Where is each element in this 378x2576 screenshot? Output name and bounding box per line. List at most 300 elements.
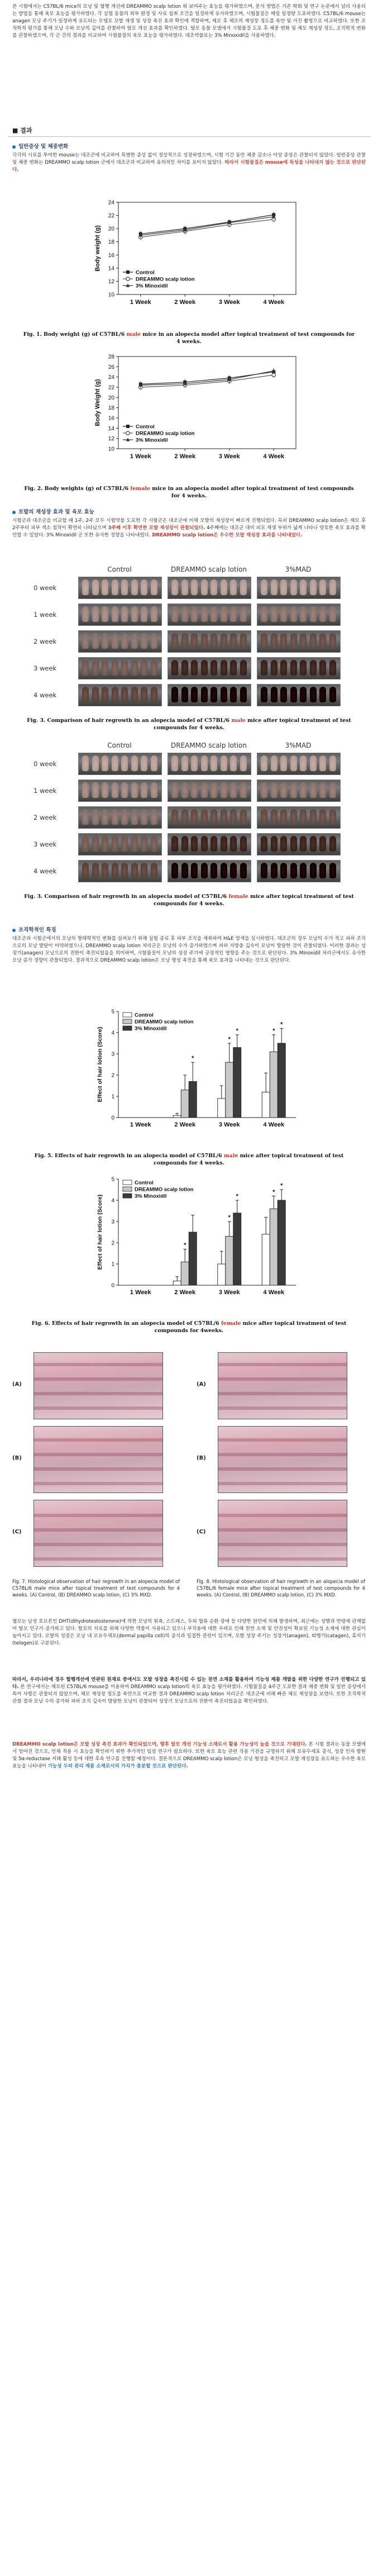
mouse-figure <box>261 660 267 676</box>
mouse-photo <box>168 780 251 802</box>
bar <box>218 1099 226 1118</box>
grid-column-header: DREAMMO scalp lotion <box>171 742 247 749</box>
grid-row-label: 4 week <box>34 867 57 875</box>
mouse-figure <box>181 755 188 771</box>
mouse-figure <box>171 606 178 622</box>
mouse-figure <box>329 863 336 878</box>
tissue-layer <box>34 1392 162 1395</box>
y-tick-label: 20 <box>108 226 114 232</box>
mouse-photo <box>78 657 162 679</box>
results-heading: ■ 결과 <box>12 127 32 134</box>
significance-mark: * <box>192 1055 194 1062</box>
legend-marker <box>126 270 130 274</box>
mouse-photo <box>78 833 162 856</box>
mouse-figure <box>92 579 99 595</box>
mouse-photo <box>168 806 251 829</box>
mouse-figure <box>131 863 138 878</box>
fig2-caption: Fig. 2. Body weights (g) of C57BL/6 female mice in an alopecia model after topical treatment of test compounds for 4 weeks. <box>24 486 354 500</box>
x-tick-label: 4 Week <box>263 1121 285 1128</box>
mouse-figure <box>181 606 188 622</box>
mouse-figure <box>112 606 118 622</box>
hair-score-chart-female <box>84 1173 307 1316</box>
mouse-figure <box>131 606 138 622</box>
mouse-photo <box>168 630 251 653</box>
mouse-figure <box>280 660 287 676</box>
mouse-figure <box>290 606 297 622</box>
mouse-figure <box>210 606 217 622</box>
mouse-figure <box>210 809 217 825</box>
legend-label: DREAMMO scalp lotion <box>135 1186 194 1193</box>
mouse-figure <box>280 755 287 771</box>
mouse-figure <box>240 836 247 852</box>
histo-paragraph: 대조군과 시험군에서의 모낭의 형태학적인 변화를 살펴보기 위해 실험 종료 후 피부 조직을 채취하여 H&E 염색을 실시하였다. 대조군의 경우 모낭의 수가 적고 피하 조직으로의 모낭 발달이 미약하였으나, DREAMMO scalp lotion 처리군은 모낭의 수가 증가하였으며 피하 지방층 깊숙이 모낭이 발달한 것이 관찰되었다. 이러한 결과는 성장기(anagen) 모낭으로의 전환이 촉진되었음을 의미하며, 시험물질이 모낭의 성장 주기에 긍정적인 영향을 주는 것으로 판단된다. 3% Minoxidil 처리군에서도 유사한 모낭 증가 경향이 관찰되었다. 결과적으로 DREAMMO scalp lotion은 모낭 형성 촉진을 통해 육모 효과를 나타내는 것으로 판단된다. <box>12 936 366 963</box>
y-tick-label: 20 <box>108 395 114 401</box>
mouse-figure <box>82 579 89 595</box>
bar <box>262 1234 270 1285</box>
y-tick-label: 24 <box>108 374 114 381</box>
tissue-layer <box>218 1557 347 1561</box>
mouse-photo <box>168 684 251 706</box>
mouse-figure <box>102 660 108 676</box>
mouse-photo <box>78 806 162 829</box>
mouse-figure <box>102 633 108 649</box>
mouse-figure <box>329 809 336 825</box>
mouse-figure <box>151 579 157 595</box>
mouse-photo <box>168 753 251 775</box>
mouse-figure <box>112 863 118 878</box>
mouse-figure <box>210 755 217 771</box>
mouse-figure <box>310 687 317 702</box>
fig5-caption: Fig. 5. Effects of hair regrowth in an alopecia model of C57BL/6 male mice after topical treatment of test compounds for 4 weeks. <box>34 1153 344 1167</box>
mouse-figure <box>171 782 178 798</box>
mouse-photo <box>168 833 251 856</box>
tissue-layer <box>34 1438 162 1442</box>
legend-swatch <box>123 1180 132 1185</box>
mouse-figure <box>261 579 267 595</box>
mouse-figure <box>230 606 237 622</box>
tissue-layer <box>218 1482 347 1485</box>
mouse-figure <box>102 782 108 798</box>
y-tick-label: 10 <box>108 446 114 453</box>
y-tick-label: 1 <box>111 1094 114 1100</box>
y-tick-label: 14 <box>108 425 114 432</box>
mouse-figure <box>141 836 147 852</box>
mouse-figure <box>131 633 138 649</box>
mouse-figure <box>261 606 267 622</box>
legend-marker <box>126 431 130 435</box>
mouse-figure <box>319 660 326 676</box>
mouse-figure <box>151 809 157 825</box>
mouse-figure <box>141 660 147 676</box>
legend-swatch <box>123 1026 132 1030</box>
mouse-figure <box>310 755 317 771</box>
mouse-figure <box>151 687 157 702</box>
mouse-figure <box>191 660 198 676</box>
mouse-figure <box>191 579 198 595</box>
mouse-figure <box>151 863 157 878</box>
bullet-icon <box>12 511 16 514</box>
mouse-figure <box>210 863 217 878</box>
mouse-figure <box>300 782 307 798</box>
mouse-figure <box>290 836 297 852</box>
mouse-figure <box>210 579 217 595</box>
mouse-figure <box>82 809 89 825</box>
weight-text-highlight: 따라서 시험물질은 mouse에 독성을 나타내지 않는 것으로 판단된다. <box>12 159 366 173</box>
mouse-figure <box>112 687 118 702</box>
mouse-figure <box>121 782 128 798</box>
y-tick-label: 5 <box>111 1009 114 1015</box>
bar <box>189 1232 197 1285</box>
weight-subheading-label: 일반증상 및 체중변화 <box>18 144 69 150</box>
mouse-figure <box>92 782 99 798</box>
mouse-photo <box>168 603 251 626</box>
y-tick-label: 28 <box>108 354 114 360</box>
tissue-layer <box>34 1467 162 1471</box>
mouse-figure <box>221 836 227 852</box>
mouse-figure <box>210 660 217 676</box>
tissue-layer <box>218 1406 347 1410</box>
mouse-photo <box>78 630 162 653</box>
legend-swatch <box>123 1013 132 1017</box>
tissue-layer <box>218 1453 347 1456</box>
mouse-figure <box>151 660 157 676</box>
mouse-figure <box>141 755 147 771</box>
mouse-figure <box>240 687 247 702</box>
tissue-layer <box>218 1438 347 1442</box>
grid-row-label: 1 week <box>34 611 57 619</box>
histology-label: (C) <box>12 1529 22 1535</box>
x-tick-label: 3 Week <box>218 299 240 306</box>
mouse-photo <box>78 860 162 882</box>
mouse-figure <box>221 606 227 622</box>
weight-paragraph <box>12 152 366 174</box>
mouse-figure <box>300 579 307 595</box>
hair-subheading <box>12 508 94 516</box>
intro-paragraph: 본 시험에서는 C57BL/6 mice의 모낭 및 혈행 개선에 DREAMMO scalp lotion 외 보여주는 효능을 평가하였으며, 분석 방법은 기존 학회 및 연구 논문에서 널리 사용되는 방법을 통해 육모 효능을 평가하였다. 각 실험 동물의 외부 환경 및 사료 섭취 조건을 일정하게 유지하였으며, 시험물질은 매일 일정량 도포하였다. C57BL/6 mouse는 anagen 모낭 주기가 일정하게 유도되는 모델로 모발 재생 및 성장 촉진 효과 확인에 적합하며, 제모 후 체모의 재성장 정도를 육안 및 사진 촬영으로 비교하였다. 또한 조직학적 평가를 통해 모낭 수와 모낭의 깊이를 관찰하여 탈모 개선 효과를 확인하였다. 탈모 동물 모델에서 시험물질 도포 후 체중 변화 및 체모 재성장 정도, 조직학적 변화를 관찰하였으며, 각 군 간의 결과를 비교하여 시험물질의 육모 효능을 평가하였다. 대조약물로는 3% Minoxidil을 사용하였다. <box>12 4 366 39</box>
legend-label: DREAMMO scalp lotion <box>136 430 195 437</box>
mouse-figure <box>261 687 267 702</box>
mouse-figure <box>191 836 198 852</box>
mouse-figure <box>102 809 108 825</box>
mouse-figure <box>102 863 108 878</box>
bar <box>226 1062 233 1118</box>
tissue-layer <box>218 1467 347 1471</box>
mouse-figure <box>82 660 89 676</box>
mouse-figure <box>221 782 227 798</box>
grid-row-label: 0 week <box>34 760 57 768</box>
section-divider <box>8 136 371 137</box>
mouse-figure <box>230 836 237 852</box>
bar <box>270 1209 277 1285</box>
mouse-figure <box>319 606 326 622</box>
mouse-figure <box>121 660 128 676</box>
hair-score-chart-male <box>84 1006 307 1148</box>
mouse-figure <box>300 836 307 852</box>
mouse-photo <box>168 577 251 599</box>
mouse-figure <box>310 579 317 595</box>
mouse-figure <box>310 782 317 798</box>
mouse-figure <box>141 809 147 825</box>
mouse-figure <box>82 863 89 878</box>
grid-column-header: Control <box>107 565 132 573</box>
mouse-figure <box>82 782 89 798</box>
mouse-figure <box>261 836 267 852</box>
mouse-figure <box>329 836 336 852</box>
mouse-photo <box>257 577 341 599</box>
mouse-figure <box>191 863 198 878</box>
x-tick-label: 1 Week <box>130 453 151 460</box>
y-tick-label: 26 <box>108 364 114 370</box>
histology-image <box>34 1352 163 1419</box>
mouse-figure <box>171 687 178 702</box>
y-tick-label: 3 <box>111 1219 114 1225</box>
y-tick-label: 22 <box>108 384 114 391</box>
mouse-figure <box>300 606 307 622</box>
bar <box>277 1200 285 1285</box>
grid-column-header: 3%MAD <box>285 742 312 749</box>
x-tick-label: 1 Week <box>130 1121 151 1128</box>
mouse-photo <box>257 657 341 679</box>
mouse-figure <box>271 633 277 649</box>
mouse-figure <box>271 863 277 878</box>
significance-mark: * <box>236 1027 238 1034</box>
mouse-figure <box>329 660 336 676</box>
mouse-photo <box>257 630 341 653</box>
mouse-figure <box>230 660 237 676</box>
mouse-figure <box>300 660 307 676</box>
x-tick-label: 4 Week <box>263 453 285 460</box>
mouse-figure <box>210 836 217 852</box>
y-tick-label: 16 <box>108 252 114 259</box>
y-tick-label: 12 <box>108 436 114 443</box>
bar <box>233 1048 241 1118</box>
mouse-figure <box>280 633 287 649</box>
mouse-figure <box>300 809 307 825</box>
y-tick-label: 24 <box>108 199 114 206</box>
fig8-caption: Fig. 8. Histological observation of hair regrowth in an alopecia model of C57BL/6 female mice after topical treatment of test compounds for 4 weeks. (A) Control, (B) DREAMMO scalp lotion, (C) 3% MXD. <box>197 1579 365 1598</box>
mouse-figure <box>201 687 208 702</box>
mouse-figure <box>261 809 267 825</box>
mouse-figure <box>181 687 188 702</box>
mouse-figure <box>191 809 198 825</box>
mouse-figure <box>300 633 307 649</box>
fig6-caption: Fig. 6. Effects of hair regrowth in an alopecia model of C57BL/6 female mice after topical treatment of test compounds for 4weeks. <box>31 1320 347 1334</box>
mouse-figure <box>112 660 118 676</box>
y-tick-label: 22 <box>108 213 114 220</box>
body-weight-chart-male <box>84 197 307 329</box>
mouse-figure <box>141 863 147 878</box>
mouse-figure <box>271 606 277 622</box>
mouse-figure <box>141 633 147 649</box>
bar <box>226 1237 233 1285</box>
mouse-figure <box>191 687 198 702</box>
mouse-figure <box>102 687 108 702</box>
mouse-figure <box>261 782 267 798</box>
mouse-figure <box>92 660 99 676</box>
legend-swatch <box>123 1187 132 1191</box>
histo-subheading-label: 조직학적인 특징 <box>18 927 56 933</box>
mouse-figure <box>181 863 188 878</box>
mouse-figure <box>271 809 277 825</box>
y-tick-label: 4 <box>111 1030 114 1037</box>
histology-label: (A) <box>12 1381 22 1387</box>
series-line <box>141 215 274 234</box>
mouse-figure <box>290 660 297 676</box>
mouse-figure <box>290 687 297 702</box>
mouse-figure <box>151 782 157 798</box>
mouse-figure <box>181 836 188 852</box>
mouse-figure <box>329 579 336 595</box>
mouse-figure <box>171 633 178 649</box>
discussion-paragraph-1: 혈모는 남성 호르몬인 DHT(dihydrotestosterone)에 의한 모낭의 위축, 스트레스, 두피 혈류 순환 장애 등 다양한 원인에 의해 발생하며, 최근에는 성별과 연령에 관계없이 탈모 인구가 증가하고 있다. 탈모의 치료를 위해 다양한 약물이 사용되고 있으나 부작용에 대한 우려로 인해 천연 소재 및 안전성이 확보된 기능성 소재에 대한 관심이 높아지고 있다. 모발의 성장은 모낭 내 모유두세포(dermal papilla cell)의 증식과 밀접한 관련이 있으며, 모발 성장 주기는 성장기(anagen), 퇴행기(catagen), 휴지기(telogen)로 구분된다. <box>12 1619 366 1646</box>
mouse-figure <box>310 606 317 622</box>
mouse-figure <box>112 755 118 771</box>
mouse-figure <box>290 809 297 825</box>
body-weight-chart-female <box>84 351 307 483</box>
body-weight-chart-female-svg <box>84 351 307 481</box>
mouse-figure <box>181 579 188 595</box>
mouse-figure <box>280 782 287 798</box>
mouse-figure <box>191 633 198 649</box>
mouse-figure <box>181 660 188 676</box>
grid-row-label: 2 week <box>34 638 57 645</box>
legend-label: 3% Minoxidil <box>136 437 168 444</box>
mouse-figure <box>191 782 198 798</box>
mouse-figure <box>280 836 287 852</box>
significance-mark: * <box>280 1182 283 1189</box>
mouse-figure <box>201 579 208 595</box>
mouse-figure <box>102 579 108 595</box>
mouse-figure <box>240 579 247 595</box>
mouse-figure <box>131 809 138 825</box>
mouse-figure <box>280 579 287 595</box>
mouse-figure <box>329 633 336 649</box>
grid-row-label: 2 week <box>34 814 57 821</box>
y-tick-label: 14 <box>108 265 114 272</box>
y-tick-label: 16 <box>108 415 114 422</box>
mouse-figure <box>319 863 326 878</box>
histology-image <box>34 1426 163 1493</box>
hair-paragraph: 시험군과 대조군을 비교할 때 1주, 2주 모두 시험약물 도포한 각 시험군은 대조군에 비해 모발의 재성장이 빠르게 진행되었다. 특히 DREAMMO scalp lotion은 제모 후 2주부터 피부 색소 침착이 확연히 나타났으며 3주째 이후 확연한 모발 재성장이 관찰되었다. 4주째에는 대조군 대비 피모 재생 부위가 넓게 나타나 양호한 육모 효과를 확인할 수 있었다. 3% Minoxidil 군 또한 유사한 경향을 나타내었다. DREAMMO scalp lotion은 우수한 모발 재성장 효과를 나타내었다. <box>12 518 366 538</box>
mouse-photo <box>257 684 341 706</box>
significance-mark: * <box>272 1189 275 1196</box>
mouse-figure <box>82 836 89 852</box>
x-tick-label: 1 Week <box>130 1289 151 1296</box>
mouse-figure <box>121 579 128 595</box>
grid-row-label: 3 week <box>34 840 57 848</box>
tissue-layer <box>218 1363 347 1366</box>
x-tick-label: 2 Week <box>174 299 196 306</box>
mouse-figure <box>319 687 326 702</box>
bar <box>233 1213 241 1285</box>
mouse-figure <box>121 687 128 702</box>
legend-label: Control <box>135 1180 154 1186</box>
tissue-layer <box>34 1557 162 1561</box>
mouse-figure <box>92 836 99 852</box>
grid-row-label: 1 week <box>34 787 57 795</box>
tissue-layer <box>34 1453 162 1456</box>
legend-label: Control <box>136 424 155 430</box>
mouse-figure <box>319 579 326 595</box>
mouse-figure <box>131 687 138 702</box>
mouse-figure <box>221 633 227 649</box>
histology-image <box>218 1352 347 1419</box>
fig7-caption: Fig. 7. Histological observation of hair regrowth in an alopecia model of C57BL/6 male mice after topical treatment of test compounds for 4 weeks. (A) Control, (B) DREAMMO scalp lotion, (C) 3% MXD. <box>12 1579 180 1598</box>
mouse-figure <box>319 755 326 771</box>
mouse-figure <box>271 660 277 676</box>
histology-label: (B) <box>12 1455 22 1461</box>
legend-label: DREAMMO scalp lotion <box>136 276 195 283</box>
legend-swatch <box>123 1194 132 1198</box>
y-axis-label: Effect of hair lotion (Score) <box>97 1026 103 1102</box>
data-point <box>272 373 275 377</box>
mouse-photo <box>257 603 341 626</box>
mouse-figure <box>210 633 217 649</box>
tissue-layer <box>34 1377 162 1381</box>
mouse-figure <box>271 782 277 798</box>
legend-marker <box>126 277 130 281</box>
mouse-figure <box>121 836 128 852</box>
tissue-layer <box>218 1528 347 1532</box>
mouse-figure <box>102 755 108 771</box>
mouse-figure <box>240 863 247 878</box>
grid-row-label: 3 week <box>34 664 57 672</box>
mouse-photo <box>257 833 341 856</box>
fig1-caption: Fig. 1. Body weight (g) of C57BL/6 male mice in an alopecia model after topical treatment of test compounds for 4 weeks. <box>23 331 355 345</box>
histology-image <box>34 1500 163 1567</box>
mouse-figure <box>82 633 89 649</box>
weight-text: 각각의 시료를 투여한 mouse는 대조군에 비교하여 특별한 증상 없이 정상적으로 성장하였으며, 시험 기간 동안 체중 감소나 이상 증상은 관찰되지 않았다. 일반증상 관찰 및 체중 변화는 DREAMMO scalp lotion 군에서 대조군과 비교하여 유의적인 차이를 보이지 않았다. <box>12 153 366 165</box>
y-axis-label: Body weight (g) <box>94 225 101 272</box>
mouse-figure <box>121 633 128 649</box>
mouse-figure <box>290 579 297 595</box>
mouse-figure <box>171 579 178 595</box>
histology-label: (B) <box>197 1455 206 1461</box>
mouse-figure <box>201 836 208 852</box>
grid-row-label: 0 week <box>34 584 57 592</box>
y-tick-label: 4 <box>111 1197 114 1204</box>
x-tick-label: 3 Week <box>218 1121 240 1128</box>
y-tick-label: 12 <box>108 278 114 285</box>
legend-label: 3% Minoxidil <box>136 283 168 289</box>
mouse-photo <box>78 780 162 802</box>
mouse-figure <box>201 633 208 649</box>
mouse-figure <box>201 660 208 676</box>
bar <box>173 1115 181 1118</box>
bar <box>270 1052 277 1118</box>
mouse-figure <box>271 579 277 595</box>
mouse-figure <box>171 836 178 852</box>
mouse-figure <box>280 809 287 825</box>
mouse-figure <box>221 687 227 702</box>
mouse-figure <box>240 809 247 825</box>
mouse-figure <box>230 863 237 878</box>
bullet-icon <box>12 929 16 932</box>
mouse-figure <box>131 782 138 798</box>
mouse-figure <box>230 755 237 771</box>
mouse-figure <box>121 809 128 825</box>
hair-score-chart-male-svg <box>84 1006 307 1146</box>
mouse-figure <box>92 809 99 825</box>
mouse-figure <box>221 660 227 676</box>
y-tick-label: 3 <box>111 1051 114 1058</box>
series-line <box>141 375 274 387</box>
bar <box>181 1090 189 1118</box>
discussion-paragraph-3: DREAMMO scalp lotion은 모발 성장 촉진 효과가 확인되었으며, 향후 탈모 개선 기능성 소재로서 활용 가능성이 높을 것으로 기대된다. 본 시험 결과는 동물 모델에서 얻어진 것으로, 인체 적용 시 효능을 확인하기 위한 추가적인 임상 연구가 필요하다. 또한 육모 효능 관련 작용 기전을 규명하기 위해 모유두세포 증식, 성장 인자 발현 및 5α-reductase 저해 활성 등에 대한 후속 연구를 진행할 예정이다. 결론적으로 DREAMMO scalp lotion은 모낭 형성을 촉진하고 모발 재성장을 유도하는 우수한 육모 효능을 나타내어 기능성 두피 관리 제품 소재로서의 가치가 충분할 것으로 판단된다. <box>12 1742 366 1769</box>
tissue-layer <box>218 1377 347 1381</box>
mouse-figure <box>181 782 188 798</box>
mouse-figure <box>329 755 336 771</box>
